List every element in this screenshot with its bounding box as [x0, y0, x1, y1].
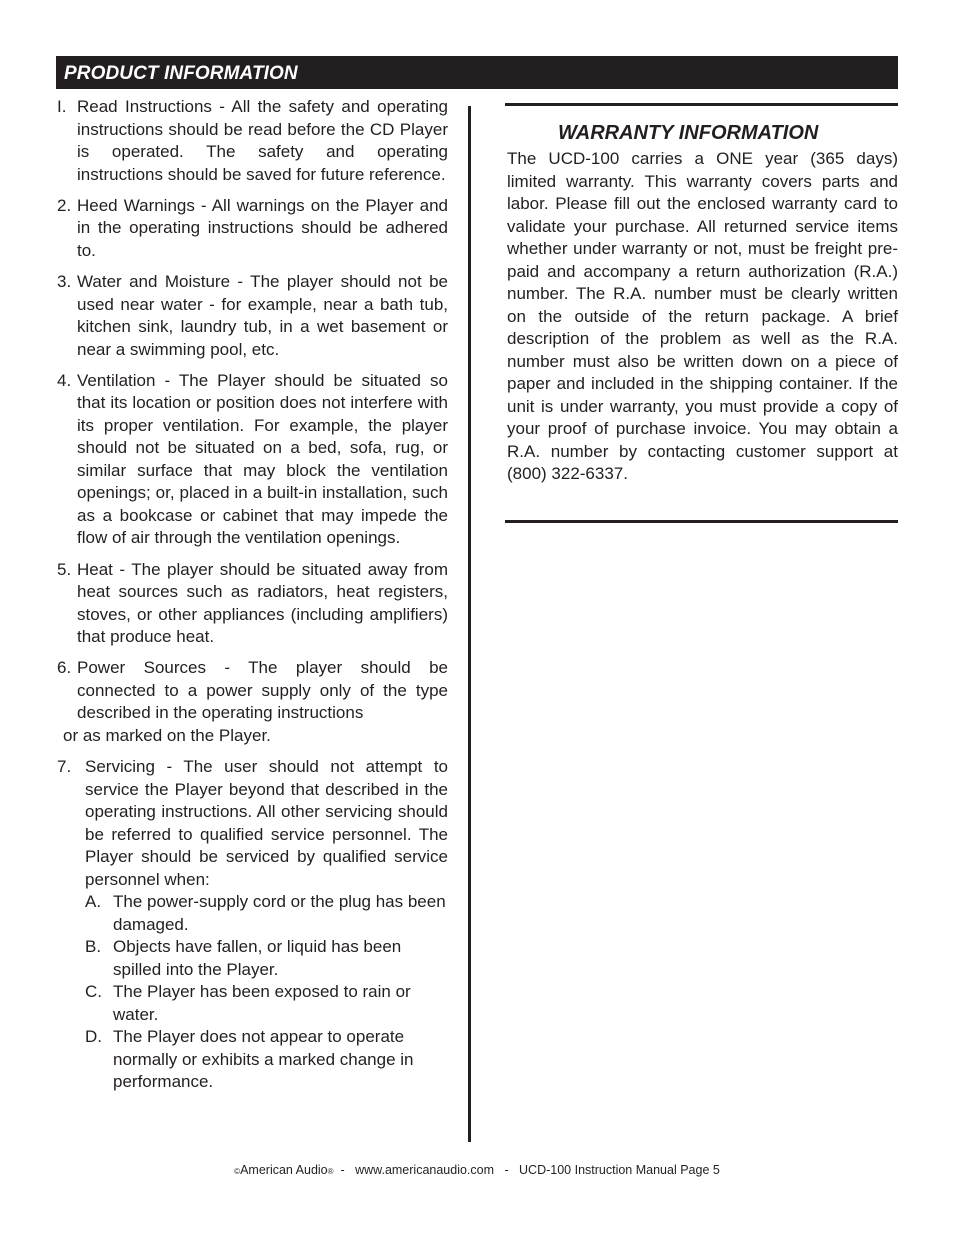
list-item [57, 559, 448, 649]
item-number: 7. [57, 757, 72, 777]
sub-item-letter: B. [85, 937, 102, 957]
footer-brand: American Audio [240, 1163, 328, 1177]
section-title: PRODUCT INFORMATION [64, 63, 298, 84]
item-text [85, 756, 448, 1094]
sub-item-letter: A. [85, 892, 102, 912]
sub-item-letter: D. [85, 1027, 102, 1047]
warranty-top-rule [505, 103, 898, 106]
item-text: Heat - The player should be situated away from heat sources such as radiators, heat registers, stoves, or other appliances (including amplifiers) that produce heat. [77, 559, 448, 647]
item-text-main: Power Sources - The player should be connected to a power supply only of the type described in the operating instructions [77, 658, 448, 723]
item-number: 2. [57, 195, 72, 215]
item-text: Read Instructions - All the safety and operating instructions should be read before the CD Player is operated. The safety and operating instructions should be saved for future reference. [77, 97, 448, 184]
warranty-bottom-rule [505, 520, 898, 523]
instructions-list [57, 96, 448, 1103]
item-text-main: Servicing - The user should not attempt to service the Player beyond that described in the operating instructions. All other servicing should be referred to qualified service personnel. The Player should be serviced by qualified service personnel when: [85, 757, 448, 889]
list-item [57, 195, 448, 263]
item-text: Water and Moisture - The player should not be used near water - for example, near a bath tub, kitchen sink, laundry tub, in a wet basement or near a swimming pool, etc. [77, 272, 448, 359]
page-footer [0, 1163, 954, 1177]
list-item [57, 756, 448, 1094]
list-item [57, 370, 448, 550]
footer-text: - www.americanaudio.com - UCD-100 Instruction Manual Page 5 [333, 1163, 720, 1177]
copyright-symbol: © [234, 1167, 241, 1176]
warranty-title: WARRANTY INFORMATION [558, 122, 819, 144]
warranty-body: The UCD-100 carries a ONE year (365 days) limited warranty. This warranty covers parts and labor. Please fill out the enclosed warranty card to validate your purchase. All returned service items whether under warranty or not, must be freight pre-paid and accompany a return authorization (R.A.) number. The R.A. number must be clearly written on the outside of the return package. A brief description of the problem as well as the R.A. number must also be written down on a piece of paper and included in the shipping container. If the unit is under warranty, you must provide a copy of your proof of purchase invoice. You may obtain a R.A. number by contacting customer support at (800) 322-6337. [507, 149, 898, 483]
item-text [63, 657, 448, 747]
registered-symbol: ® [327, 1167, 334, 1176]
sub-item-text: Objects have fallen, or liquid has been spilled into the Player. [113, 937, 402, 979]
item-number: 6. [57, 658, 72, 678]
sub-item-letter: C. [85, 982, 102, 1002]
item-text: Ventilation - The Player should be situated so that its location or position does not interfere with its proper ventilation. For example, the player should not be situated on a bed, sofa, rug, or similar surface that may block the ventilation openings; or, placed in a built-in installation, such as a bookcase or cabinet that may impede the flow of air through the ventilation openings. [77, 370, 448, 548]
item-number: 3. [57, 272, 72, 292]
list-item [57, 271, 448, 361]
sub-item [85, 891, 448, 936]
sub-item-text: The Player does not appear to operate normally or exhibits a marked change in performance. [113, 1027, 414, 1092]
item-number: 4. [57, 370, 72, 390]
sub-item-text: The Player has been exposed to rain or water. [113, 982, 411, 1024]
section-header-bar [56, 56, 898, 89]
sub-item-text: The power-supply cord or the plug has been damaged. [113, 892, 446, 934]
sub-item [85, 1026, 448, 1094]
item-number: 5. [57, 559, 72, 579]
column-divider [468, 106, 471, 1142]
sub-item [85, 981, 448, 1026]
sub-item [85, 936, 448, 981]
item-text: Heed Warnings - All warnings on the Player and in the operating instructions should be adhered to. [77, 195, 448, 260]
item-number: I. [57, 97, 67, 116]
list-item [57, 657, 448, 747]
list-item [57, 96, 448, 186]
item-text-tail: or as marked on the Player. [63, 725, 271, 745]
